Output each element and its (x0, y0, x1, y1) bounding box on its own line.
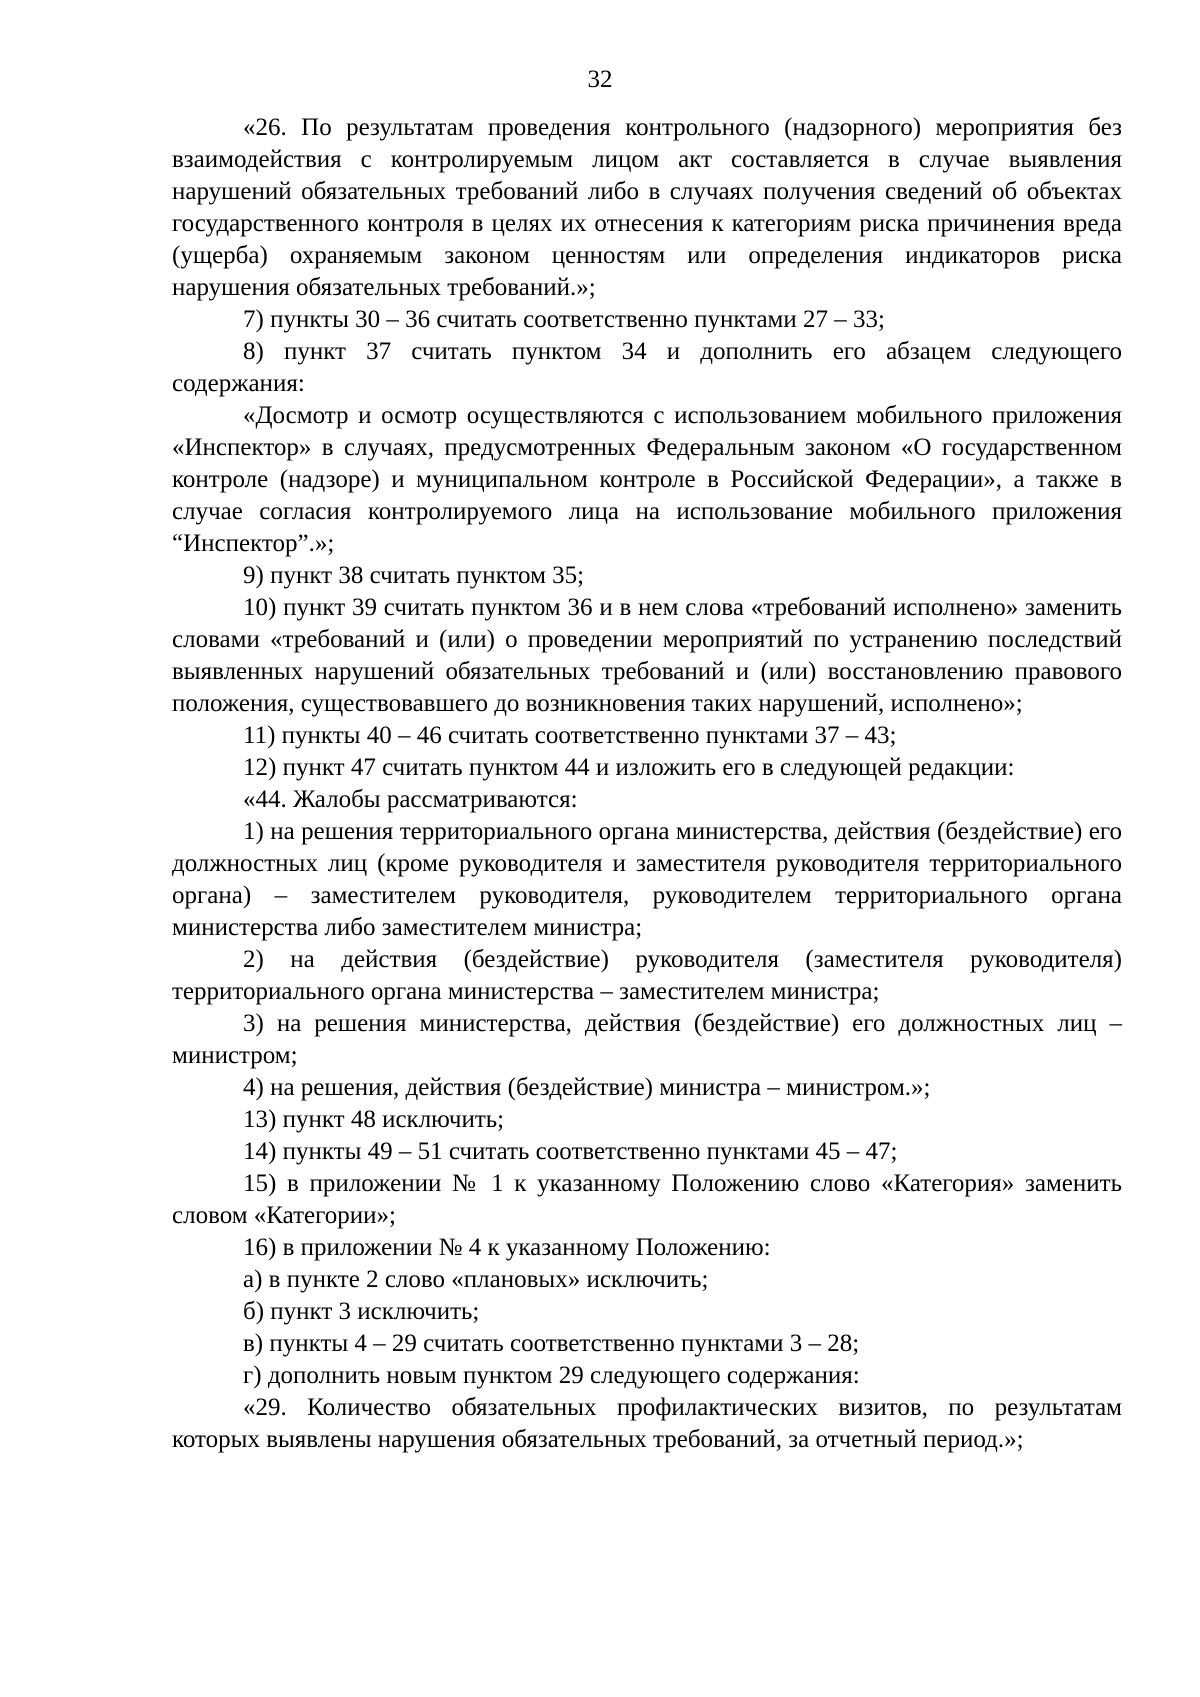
sub-item-g: г) дополнить новым пунктом 29 следующего содержания: (243, 1362, 860, 1389)
complaint-item-3: 3) на решения министерства, действия (бездействие) его должностных лиц – министром; (172, 1010, 1122, 1069)
list-item-9: 9) пункт 38 считать пунктом 35; (243, 562, 585, 589)
sub-item-b: б) пункт 3 исключить; (243, 1298, 480, 1325)
paragraph-29-text: «29. Количество обязательных профилактических визитов, по результатам которых выявлены нарушения обязательных требований, за отчетный период.»; (172, 1394, 1122, 1453)
page-number: 32 (587, 66, 613, 93)
list-item-8: 8) пункт 37 считать пунктом 34 и дополнить его абзацем следующего содержания: (172, 338, 1122, 397)
list-item-12: 12) пункт 47 считать пунктом 44 и изложить его в следующей редакции: (243, 754, 1015, 781)
list-item-11: 11) пункты 40 – 46 считать соответственно пунктами 37 – 43; (243, 722, 897, 749)
list-item-10: 10) пункт 39 считать пунктом 36 и в нем слова «требований исполнено» заменить словами «требований и (или) о проведении мероприятий по устранению последствий выявленных нарушений обязательных требований и (или) восстановлению правового положения, существовавшего до возникновения таких нарушений, исполнено»; (172, 594, 1122, 717)
list-item-16: 16) в приложении № 4 к указанному Положению: (243, 1234, 771, 1261)
complaint-item-1: 1) на решения территориального органа министерства, действия (бездействие) его должностных лиц (кроме руководителя и заместителя руководителя территориального органа) – заместителем руководителя, руководителем территориального органа министерства либо заместителем министра; (172, 818, 1122, 941)
list-item-13: 13) пункт 48 исключить; (243, 1106, 505, 1133)
list-item-14: 14) пункты 49 – 51 считать соответственно пунктами 45 – 47; (243, 1138, 898, 1165)
complaint-item-4: 4) на решения, действия (бездействие) министра – министром.»; (243, 1074, 931, 1101)
paragraph-44-heading: «44. Жалобы рассматриваются: (243, 786, 578, 813)
document-body (172, 112, 1122, 1456)
list-item-7: 7) пункты 30 – 36 считать соответственно пунктами 27 – 33; (243, 306, 885, 333)
sub-item-v: в) пункты 4 – 29 считать соответственно пунктами 3 – 28; (243, 1330, 860, 1357)
paragraph-26-text: «26. По результатам проведения контрольного (надзорного) мероприятия без взаимодействия с контролируемым лицом акт составляется в случае выявления нарушений обязательных требований либо в случаях получения сведений об объектах государственного контроля в целях их отнесения к категориям риска причинения вреда (ущерба) охраняемым законом ценностям или определения индикаторов риска нарушения обязательных требований.»; (172, 114, 1122, 301)
sub-item-a: а) в пункте 2 слово «плановых» исключить; (243, 1266, 709, 1293)
complaint-item-2: 2) на действия (бездействие) руководителя (заместителя руководителя) территориального органа министерства – заместителем министра; (172, 946, 1122, 1005)
list-item-15: 15) в приложении № 1 к указанному Положению слово «Категория» заменить словом «Категории»; (172, 1170, 1122, 1229)
quoted-inspection-text: «Досмотр и осмотр осуществляются с использованием мобильного приложения «Инспектор» в случаях, предусмотренных Федеральным законом «О государственном контроле (надзоре) и муниципальном контроле в Российской Федерации», а также в случае согласия контролируемого лица на использование мобильного приложения “Инспектор”.»; (172, 402, 1122, 557)
